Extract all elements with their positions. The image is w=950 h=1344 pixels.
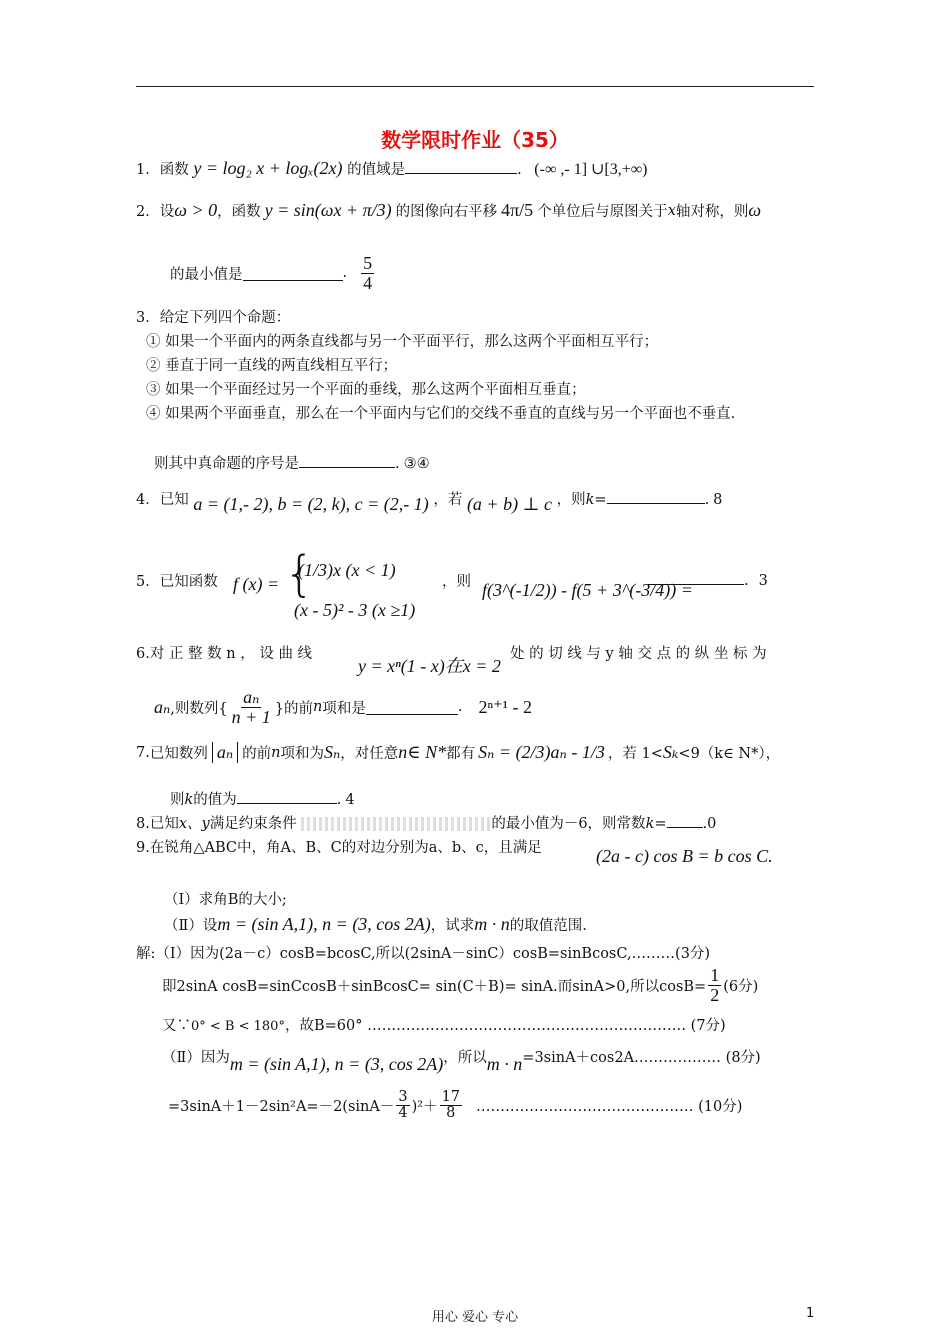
solution-line-5: =3sinA＋1－2sin²A=－2(sinA－ $\frac{3}{4}$ )²＋ $\frac{17}{8}$ ……………………………………… (10分) [168, 1089, 743, 1122]
question-4: 4．已知 a = (1,- 2), b = (2, k), c = (2,- 1) ，若 (a + b) ⊥ c ，则k= . 8 [136, 488, 722, 509]
q3-item-3: ③ 如果一个平面经过另一个平面的垂线，那么这两个平面相互垂直； [146, 382, 586, 398]
q5-case-1: (1/3)x (x < 1) [298, 560, 396, 580]
q2-shift: 4π/5 [501, 200, 534, 220]
page-number: 1 [806, 1306, 815, 1321]
q3-ask: 则其中真命题的序号是 . ③④ [154, 452, 430, 473]
solution-line-2: 即2sinA cosB=sinCcosB＋sinBcosC= sin(C＋B)= sinA.而sinA>0,所以cosB= $\frac{1}{2}$ (6分) [162, 965, 759, 1005]
q6-answer: 2ⁿ⁺¹ - 2 [478, 696, 533, 717]
solution-line-4: （Ⅱ）因为m = (sin A,1), n = (3, cos 2A)，所以m · n=3sinA＋cos2A……………… (8分) [162, 1050, 761, 1074]
question-2: 2． 设 ω > 0 ，函数 y = sin(ωx + π/3) 的图像向右平移 4π/5 个单位后与原图关于 x 轴对称，则 ω [136, 200, 762, 220]
q3-answer: ③④ [403, 456, 430, 472]
q5-lead: 5．已知函数 [136, 574, 218, 590]
q5-function-name: f (x) = [233, 574, 280, 594]
q6-line2: aₙ ,则数列{ $\frac{\text{aₙ}}{n + 1}$ }的前 n 项和是 . 2ⁿ⁺¹ - 2 [154, 687, 533, 727]
q5-case-2: (x - 5)² - 3 (x ≥1) [294, 600, 416, 620]
q9-part-2: （Ⅱ）设m = (sin A,1), n = (3, cos 2A)，试求m · n的取值范围. [164, 914, 587, 934]
question-9: 9.在锐角△ABC中，角A、B、C的对边分别为a、b、c，且满足 [136, 840, 542, 856]
q3-blank[interactable] [299, 453, 395, 468]
q2-blank[interactable] [243, 266, 343, 281]
q2-condition: ω > 0 [174, 200, 218, 220]
q4-blank[interactable] [607, 489, 705, 504]
page-footer: 用心 爱心 专心 [431, 1310, 519, 1325]
q3-item-1: ① 如果一个平面内的两条直线都与另一个平面平行，那么这两个平面相互平行； [146, 334, 659, 350]
q3-item-2: ② 垂直于同一直线的两直线相互平行； [146, 358, 398, 374]
q6-blank[interactable] [366, 700, 458, 715]
q7-blank[interactable] [237, 789, 337, 804]
q2-formula: y = sin(ωx + π/3) [264, 200, 392, 220]
q6-curve: y = xⁿ(1 - x)在x = 2 [358, 656, 501, 676]
q9-part-1: （Ⅰ）求角B的大小; [164, 892, 287, 908]
question-2-line2: 的最小值是 . $\frac{5}{4}$ [170, 253, 373, 293]
question-7: 7. 已知数列 aₙ 的前 n 项和为 Sₙ ，对任意 n∈ N* 都有 Sₙ = (2/3)aₙ - 1/3 ，若 1< Sₖ <9（k∈ N*）， [136, 742, 781, 762]
q4-vectors: a = (1,- 2), b = (2, k), c = (2,- 1) [193, 494, 429, 514]
q4-answer: 8 [713, 492, 723, 508]
q1-number: 1． [136, 162, 160, 178]
q5-expression: f(3^(-1/2)) - f(5 + 3^(-3/4)) = [482, 580, 693, 600]
q1-text: 函数 [159, 162, 189, 178]
q7-formula: Sₙ = (2/3)aₙ - 1/3 [478, 742, 605, 762]
solution-line-1: 解:（Ⅰ）因为(2a－c）cosB=bcosC,所以(2sinA－sinC）cosB=sinBcosC,………(3分) [136, 946, 711, 962]
q7-answer: 4 [345, 792, 355, 808]
question-8: 8.已知x、y满足约束条件 的最小值为－6，则常数k= .0 [136, 812, 716, 833]
q2-answer: $\frac{5}{4}$ [363, 253, 373, 293]
q5-answer-line: . 3 [648, 570, 768, 589]
question-1: 1．函数 y = log₂ x + logₓ(2x) 的值域是 . (-∞ ,- 1] ∪[3,+∞) [136, 158, 648, 178]
q8-blank[interactable] [667, 813, 703, 828]
q9-formula: (2a - c) cos B = b cos C. [596, 846, 773, 866]
page-title: 数学限时作业（35） [381, 128, 569, 152]
q4-condition: (a + b) ⊥ c [466, 494, 552, 514]
q6-fraction: $\frac{\text{aₙ}}{n + 1}$ [231, 687, 271, 727]
question-3: 3．给定下列四个命题： [136, 310, 291, 326]
q5-blank[interactable] [648, 570, 744, 585]
q5-answer: 3 [758, 573, 768, 589]
solution-line-3: 又∵0° < B < 180°，故B=60° ………………………………………………………… (7分) [162, 1018, 726, 1034]
q5-brace: { [284, 546, 315, 602]
q7-line2: 则k的值为 . 4 [170, 788, 355, 809]
question-6: 6.对 正 整 数 n ， 设 曲 线 [136, 646, 313, 662]
q1-formula: y = log₂ x + logₓ(2x) [193, 158, 343, 178]
q8-constraint-image [301, 817, 491, 831]
q1-answer: (-∞ ,- 1] ∪[3,+∞) [534, 161, 648, 178]
q8-answer: 0 [707, 816, 717, 832]
header-rule [136, 86, 814, 87]
q3-item-4: ④ 如果两个平面垂直，那么在一个平面内与它们的交线不垂直的直线与另一个平面也不垂直. [146, 406, 736, 422]
q1-blank[interactable] [405, 159, 517, 174]
q1-text-b: 的值域是 [347, 162, 406, 178]
